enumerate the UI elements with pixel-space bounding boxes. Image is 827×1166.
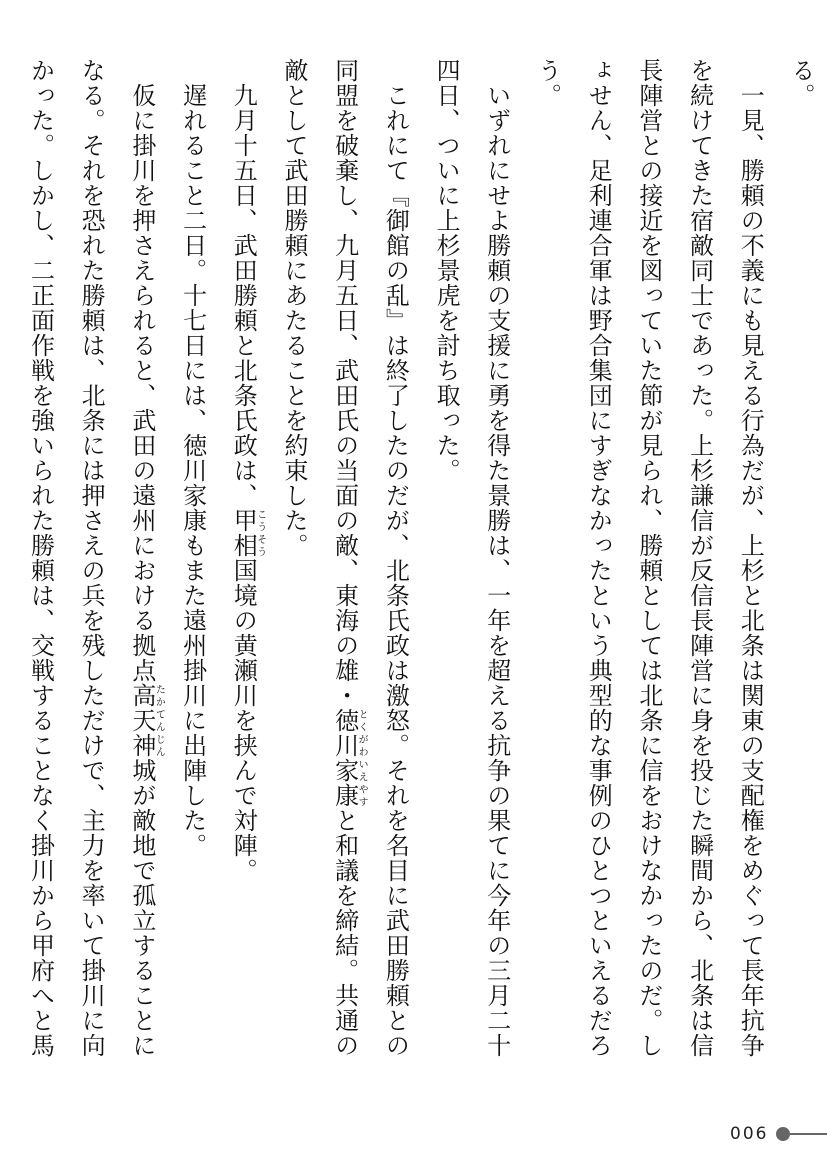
text-line bbox=[116, 58, 167, 1108]
body-text bbox=[15, 58, 826, 1108]
text-segment: 敵として武田勝頼にあたることを約束した。 bbox=[279, 58, 308, 558]
text-segment: 城が敵地で孤立することに bbox=[127, 758, 156, 1058]
ruby-base: 甲相 bbox=[229, 508, 258, 558]
text-segment: ょせん、足利連合軍は野合集団にすぎなかったという典型的な事例のひとつといえるだろ bbox=[584, 58, 613, 1058]
text-segment: 仮に掛川を押さえられると、武田の遠州における拠点 bbox=[127, 58, 156, 683]
text-segment: いずれにせよ勝頼の支援に勇を得た景勝は、一年を超える抗争の果てに今年の三月二十 bbox=[482, 58, 511, 1058]
text-line bbox=[319, 58, 370, 1108]
text-segment: 一見、勝頼の不義にも見える行為だが、上杉と北条は関東の支配権をめぐって長年抗争 bbox=[736, 58, 765, 1058]
text-segment: 同盟を破棄し、九月五日、武田氏の当面の敵、東海の雄・ bbox=[330, 58, 359, 708]
page-number: 006 bbox=[730, 1124, 769, 1144]
ruby-word bbox=[127, 683, 165, 758]
page-marker-dot bbox=[776, 1127, 790, 1141]
text-segment: これにて『御館の乱』は終了したのだが、北条氏政は激怒。それを名目に武田勝頼との bbox=[381, 58, 410, 1058]
text-segment: を続けてきた宿敵同士であった。上杉謙信が反信長陣営に身を投じた瞬間から、北条は信 bbox=[685, 58, 714, 1058]
page-marker-rule bbox=[790, 1133, 827, 1135]
text-segment: 九月十五日、武田勝頼と北条氏政は、 bbox=[229, 58, 258, 508]
text-line bbox=[471, 58, 522, 1108]
text-line bbox=[370, 58, 421, 1108]
text-segment: かった。しかし、二正面作戦を強いられた勝頼は、交戦することなく掛川から甲府へと馬 bbox=[26, 58, 55, 1058]
text-line bbox=[725, 58, 776, 1108]
ruby-reading: たかてんじん bbox=[153, 683, 165, 758]
text-segment: る。 bbox=[787, 58, 815, 108]
page-footer bbox=[730, 1124, 827, 1144]
text-line bbox=[167, 58, 218, 1108]
text-line bbox=[775, 58, 826, 1108]
text-line bbox=[623, 58, 674, 1108]
text-line bbox=[268, 58, 319, 1108]
ruby-base: 徳川家康 bbox=[330, 708, 359, 808]
text-segment: と和議を締結。共通の bbox=[330, 808, 359, 1058]
ruby-reading: こうそう bbox=[254, 508, 266, 558]
text-line bbox=[674, 58, 725, 1108]
text-segment: 遅れること二日。十七日には、徳川家康もまた遠州掛川に出陣した。 bbox=[178, 58, 207, 858]
text-segment: 長陣営との接近を図っていた節が見られ、勝頼としては北条に信をおけなかったのだ。し bbox=[634, 58, 663, 1058]
ruby-word bbox=[229, 508, 266, 558]
ruby-reading: とくがわいえやす bbox=[356, 708, 368, 808]
text-line bbox=[218, 58, 269, 1108]
text-line bbox=[572, 58, 623, 1108]
text-segment: う。 bbox=[533, 58, 562, 108]
text-line bbox=[15, 58, 66, 1108]
text-segment: 四日、ついに上杉景虎を討ち取った。 bbox=[432, 58, 461, 483]
text-segment: なる。それを恐れた勝頼は、北条には押さえの兵を残しただけで、主力を率いて掛川に向 bbox=[77, 58, 106, 1058]
text-line bbox=[522, 58, 573, 1108]
text-line bbox=[420, 58, 471, 1108]
text-segment: 国境の黄瀬川を挟んで対陣。 bbox=[229, 558, 258, 883]
ruby-word bbox=[330, 708, 368, 808]
ruby-base: 高天神 bbox=[127, 683, 156, 758]
text-line bbox=[65, 58, 116, 1108]
